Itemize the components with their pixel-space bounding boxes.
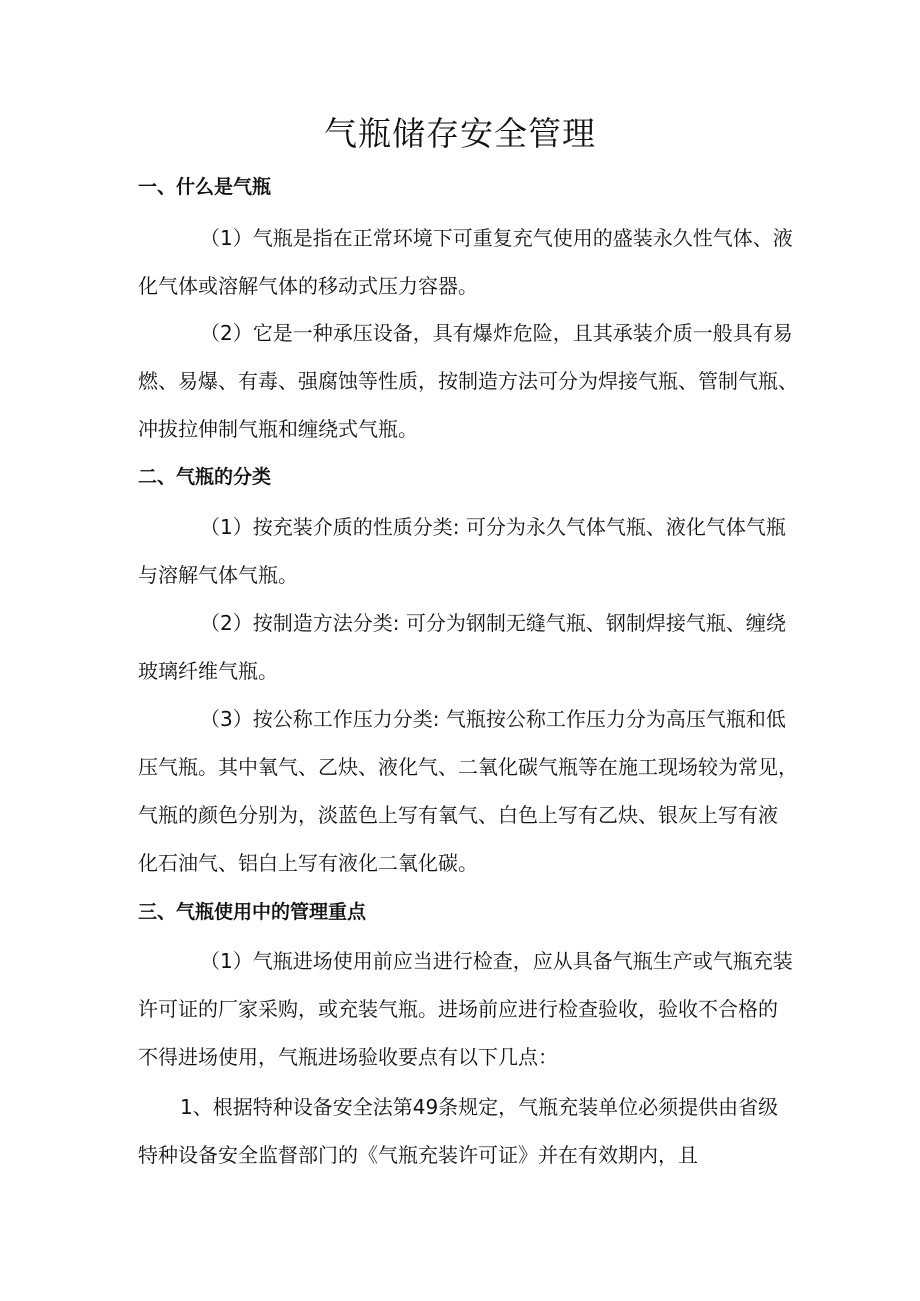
paragraph-line: 化石油气、铝白上写有液化二氧化碳。 (138, 851, 478, 875)
paragraph-line: 化气体或溶解气体的移动式压力容器。 (138, 274, 478, 298)
paragraph-line: 与溶解气体气瓶。 (138, 563, 298, 587)
section-heading-classification: 二、气瓶的分类 (138, 466, 272, 488)
section-heading-management-points: 三、气瓶使用中的管理重点 (138, 901, 367, 923)
paragraph-line: 1、根据特种设备安全法第49条规定，气瓶充装单位必须提供由省级 (180, 1095, 779, 1119)
paragraph-line: （2）按制造方法分类: 可分为钢制无缝气瓶、钢制焊接气瓶、缠绕 (200, 611, 786, 635)
paragraph-line: 燃、易爆、有毒、强腐蚀等性质，按制造方法可分为焊接气瓶、管制气瓶、 (138, 369, 798, 393)
section-heading-what-is-cylinder: 一、什么是气瓶 (138, 176, 272, 198)
paragraph-line: 不得进场使用，气瓶进场验收要点有以下几点： (138, 1045, 558, 1069)
paragraph-line: （1）气瓶进场使用前应当进行检查，应从具备气瓶生产或气瓶充装 (200, 949, 793, 973)
paragraph-line: 冲拔拉伸制气瓶和缠绕式气瓶。 (138, 417, 418, 441)
paragraph-line: 玻璃纤维气瓶。 (138, 659, 278, 683)
paragraph-line: （1）气瓶是指在正常环境下可重复充气使用的盛装永久性气体、液 (200, 226, 793, 250)
paragraph-line: 压气瓶。其中氧气、乙炔、液化气、二氧化碳气瓶等在施工现场较为常见， (138, 755, 798, 779)
document-title: 气瓶储存安全管理 (324, 114, 596, 153)
paragraph-line: 特种设备安全监督部门的《气瓶充装许可证》并在有效期内，且 (138, 1143, 698, 1167)
paragraph-line: （1）按充装介质的性质分类: 可分为永久气体气瓶、液化气体气瓶 (200, 515, 786, 539)
paragraph-line: （2）它是一种承压设备，具有爆炸危险，且其承装介质一般具有易 (200, 321, 793, 345)
paragraph-line: （3）按公称工作压力分类: 气瓶按公称工作压力分为高压气瓶和低 (200, 707, 786, 731)
paragraph-line: 气瓶的颜色分别为，淡蓝色上写有氧气、白色上写有乙炔、银灰上写有液 (138, 803, 778, 827)
paragraph-line: 许可证的厂家采购，或充装气瓶。进场前应进行检查验收，验收不合格的 (138, 997, 778, 1021)
